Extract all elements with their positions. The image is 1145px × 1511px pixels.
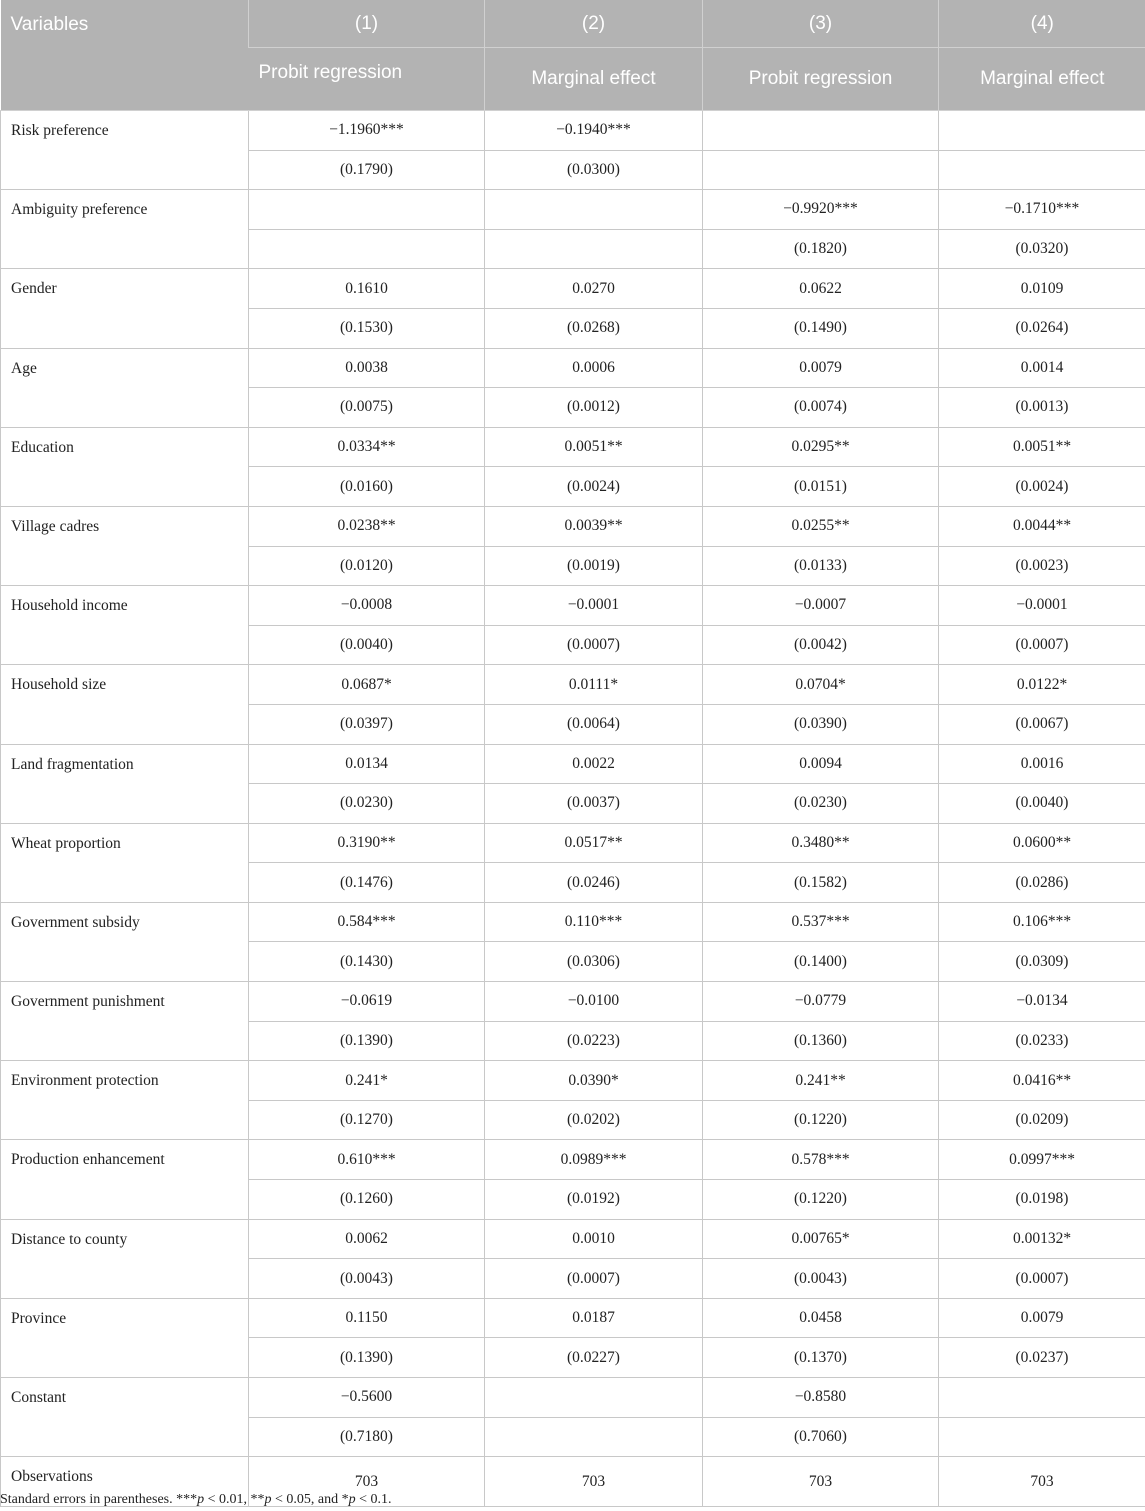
standard-error-cell: (0.0264) bbox=[939, 308, 1145, 348]
standard-error-cell: (0.0306) bbox=[485, 942, 703, 982]
variable-name: Gender bbox=[1, 269, 249, 348]
coefficient-cell: 0.0006 bbox=[485, 348, 703, 388]
variable-name: Wheat proportion bbox=[1, 823, 249, 902]
standard-error-cell: (0.7060) bbox=[703, 1417, 939, 1457]
coefficient-cell: 0.0334** bbox=[249, 427, 485, 467]
coefficient-cell: −0.0001 bbox=[485, 586, 703, 626]
coefficient-cell: 0.0016 bbox=[939, 744, 1145, 784]
standard-error-cell: (0.0019) bbox=[485, 546, 703, 586]
footnote-text: Standard errors in parentheses. *** bbox=[0, 1492, 198, 1507]
coefficient-cell: 0.241* bbox=[249, 1061, 485, 1101]
coefficient-cell: 0.0051** bbox=[939, 427, 1145, 467]
coefficient-cell: 0.0687* bbox=[249, 665, 485, 705]
standard-error-cell: (0.0120) bbox=[249, 546, 485, 586]
standard-error-cell: (0.0043) bbox=[249, 1259, 485, 1299]
coefficient-cell bbox=[703, 111, 939, 151]
coefficient-cell: −0.0100 bbox=[485, 982, 703, 1022]
column-title: Marginal effect bbox=[939, 48, 1145, 111]
coefficient-cell bbox=[485, 1378, 703, 1418]
variable-name: Constant bbox=[1, 1378, 249, 1457]
footnote-text: < 0.05, and * bbox=[271, 1492, 349, 1507]
standard-error-cell: (0.0230) bbox=[249, 784, 485, 824]
coefficient-cell: 0.0044** bbox=[939, 506, 1145, 546]
standard-error-cell bbox=[939, 150, 1145, 190]
variable-name: Household size bbox=[1, 665, 249, 744]
coefficient-cell: 0.0039** bbox=[485, 506, 703, 546]
table-header bbox=[1, 0, 1145, 111]
observations-cell: 703 bbox=[485, 1457, 703, 1507]
coefficient-cell: −0.5600 bbox=[249, 1378, 485, 1418]
coefficient-cell: −0.8580 bbox=[703, 1378, 939, 1418]
coefficient-cell: 0.584*** bbox=[249, 902, 485, 942]
standard-error-cell: (0.0074) bbox=[703, 388, 939, 428]
standard-error-cell: (0.1360) bbox=[703, 1021, 939, 1061]
coefficient-cell: 0.0989*** bbox=[485, 1140, 703, 1180]
table-row-coefficient bbox=[1, 744, 1145, 784]
coefficient-cell: 0.0079 bbox=[939, 1298, 1145, 1338]
coefficient-cell: 0.0038 bbox=[249, 348, 485, 388]
standard-error-cell: (0.0268) bbox=[485, 308, 703, 348]
coefficient-cell bbox=[485, 190, 703, 230]
column-title: Probit regression bbox=[249, 48, 485, 111]
standard-error-cell: (0.1530) bbox=[249, 308, 485, 348]
coefficient-cell: 0.0062 bbox=[249, 1219, 485, 1259]
standard-error-cell: (0.1400) bbox=[703, 942, 939, 982]
coefficient-cell: 0.3480** bbox=[703, 823, 939, 863]
coefficient-cell: 0.0134 bbox=[249, 744, 485, 784]
standard-error-cell: (0.1790) bbox=[249, 150, 485, 190]
standard-error-cell: (0.0198) bbox=[939, 1180, 1145, 1220]
standard-error-cell: (0.0007) bbox=[939, 625, 1145, 665]
coefficient-cell: 0.1150 bbox=[249, 1298, 485, 1338]
standard-error-cell: (0.1260) bbox=[249, 1180, 485, 1220]
standard-error-cell: (0.0237) bbox=[939, 1338, 1145, 1378]
standard-error-cell: (0.0233) bbox=[939, 1021, 1145, 1061]
coefficient-cell: 0.00765* bbox=[703, 1219, 939, 1259]
coefficient-cell bbox=[249, 190, 485, 230]
standard-error-cell: (0.0160) bbox=[249, 467, 485, 507]
coefficient-cell: 0.0295** bbox=[703, 427, 939, 467]
standard-error-cell: (0.0223) bbox=[485, 1021, 703, 1061]
footnote-p: p bbox=[348, 1492, 356, 1507]
coefficient-cell: 0.0416** bbox=[939, 1061, 1145, 1101]
table-row-coefficient bbox=[1, 586, 1145, 626]
standard-error-cell: (0.0192) bbox=[485, 1180, 703, 1220]
variable-name: Province bbox=[1, 1298, 249, 1377]
coefficient-cell: 0.0255** bbox=[703, 506, 939, 546]
table-footnote bbox=[0, 1492, 392, 1508]
coefficient-cell: 0.0997*** bbox=[939, 1140, 1145, 1180]
coefficient-cell: −0.1940*** bbox=[485, 111, 703, 151]
coefficient-cell: 0.0079 bbox=[703, 348, 939, 388]
coefficient-cell: 0.0600** bbox=[939, 823, 1145, 863]
header-row-numbers bbox=[1, 0, 1145, 48]
standard-error-cell: (0.1270) bbox=[249, 1100, 485, 1140]
standard-error-cell bbox=[485, 1417, 703, 1457]
table-row-coefficient bbox=[1, 269, 1145, 309]
table-row-coefficient bbox=[1, 111, 1145, 151]
coefficient-cell: 0.0704* bbox=[703, 665, 939, 705]
standard-error-cell: (0.0012) bbox=[485, 388, 703, 428]
table-row-coefficient bbox=[1, 823, 1145, 863]
coefficient-cell: 0.0238** bbox=[249, 506, 485, 546]
standard-error-cell: (0.0067) bbox=[939, 704, 1145, 744]
column-number: (3) bbox=[703, 0, 939, 48]
column-title: Probit regression bbox=[703, 48, 939, 111]
standard-error-cell: (0.0320) bbox=[939, 229, 1145, 269]
standard-error-cell: (0.0246) bbox=[485, 863, 703, 903]
standard-error-cell: (0.7180) bbox=[249, 1417, 485, 1457]
standard-error-cell: (0.0151) bbox=[703, 467, 939, 507]
footnote-text: < 0.01, ** bbox=[204, 1492, 265, 1507]
standard-error-cell: (0.0390) bbox=[703, 704, 939, 744]
standard-error-cell: (0.0309) bbox=[939, 942, 1145, 982]
coefficient-cell: 0.110*** bbox=[485, 902, 703, 942]
variable-name: Education bbox=[1, 427, 249, 506]
standard-error-cell: (0.1220) bbox=[703, 1180, 939, 1220]
standard-error-cell: (0.1820) bbox=[703, 229, 939, 269]
standard-error-cell: (0.1220) bbox=[703, 1100, 939, 1140]
standard-error-cell: (0.0007) bbox=[485, 625, 703, 665]
coefficient-cell bbox=[939, 111, 1145, 151]
standard-error-cell: (0.0024) bbox=[485, 467, 703, 507]
table-row-coefficient bbox=[1, 190, 1145, 230]
standard-error-cell: (0.0397) bbox=[249, 704, 485, 744]
table-row-coefficient bbox=[1, 1219, 1145, 1259]
coefficient-cell: −0.0779 bbox=[703, 982, 939, 1022]
standard-error-cell: (0.0024) bbox=[939, 467, 1145, 507]
variable-name: Observations bbox=[1, 1457, 249, 1507]
coefficient-cell: 0.0390* bbox=[485, 1061, 703, 1101]
coefficient-cell: 0.00132* bbox=[939, 1219, 1145, 1259]
coefficient-cell: 0.537*** bbox=[703, 902, 939, 942]
standard-error-cell: (0.1390) bbox=[249, 1338, 485, 1378]
standard-error-cell: (0.0209) bbox=[939, 1100, 1145, 1140]
variable-name: Risk preference bbox=[1, 111, 249, 190]
standard-error-cell bbox=[249, 229, 485, 269]
footnote-text: < 0.1. bbox=[355, 1492, 392, 1507]
coefficient-cell: 0.0622 bbox=[703, 269, 939, 309]
standard-error-cell: (0.0007) bbox=[939, 1259, 1145, 1299]
column-number: (1) bbox=[249, 0, 485, 48]
coefficient-cell: 0.0094 bbox=[703, 744, 939, 784]
variable-name: Age bbox=[1, 348, 249, 427]
standard-error-cell: (0.0133) bbox=[703, 546, 939, 586]
coefficient-cell: 0.0270 bbox=[485, 269, 703, 309]
standard-error-cell: (0.0042) bbox=[703, 625, 939, 665]
standard-error-cell: (0.0023) bbox=[939, 546, 1145, 586]
standard-error-cell: (0.1476) bbox=[249, 863, 485, 903]
standard-error-cell: (0.0227) bbox=[485, 1338, 703, 1378]
table-row-coefficient bbox=[1, 1378, 1145, 1418]
variable-name: Distance to county bbox=[1, 1219, 249, 1298]
standard-error-cell: (0.0230) bbox=[703, 784, 939, 824]
variable-name: Village cadres bbox=[1, 506, 249, 585]
coefficient-cell: −1.1960*** bbox=[249, 111, 485, 151]
standard-error-cell: (0.0286) bbox=[939, 863, 1145, 903]
variable-name: Government punishment bbox=[1, 982, 249, 1061]
table-row-coefficient bbox=[1, 982, 1145, 1022]
standard-error-cell: (0.0075) bbox=[249, 388, 485, 428]
coefficient-cell: 0.3190** bbox=[249, 823, 485, 863]
table-row-coefficient bbox=[1, 506, 1145, 546]
standard-error-cell: (0.0043) bbox=[703, 1259, 939, 1299]
standard-error-cell: (0.0300) bbox=[485, 150, 703, 190]
variable-name: Production enhancement bbox=[1, 1140, 249, 1219]
coefficient-cell: 0.0111* bbox=[485, 665, 703, 705]
coefficient-cell: −0.0619 bbox=[249, 982, 485, 1022]
column-number: (4) bbox=[939, 0, 1145, 48]
standard-error-cell: (0.0007) bbox=[485, 1259, 703, 1299]
footnote-p: p bbox=[264, 1492, 272, 1507]
column-number: (2) bbox=[485, 0, 703, 48]
observations-cell: 703 bbox=[249, 1457, 485, 1507]
column-title: Marginal effect bbox=[485, 48, 703, 111]
variables-header: Variables bbox=[1, 0, 249, 111]
table-row-coefficient bbox=[1, 427, 1145, 467]
coefficient-cell: −0.1710*** bbox=[939, 190, 1145, 230]
coefficient-cell: −0.0134 bbox=[939, 982, 1145, 1022]
table-row-coefficient bbox=[1, 1061, 1145, 1101]
table-row-coefficient bbox=[1, 1298, 1145, 1338]
standard-error-cell: (0.0013) bbox=[939, 388, 1145, 428]
footnote-p: p bbox=[197, 1492, 205, 1507]
standard-error-cell: (0.0040) bbox=[249, 625, 485, 665]
standard-error-cell bbox=[703, 150, 939, 190]
coefficient-cell: 0.0022 bbox=[485, 744, 703, 784]
table-row-coefficient bbox=[1, 665, 1145, 705]
variable-name: Environment protection bbox=[1, 1061, 249, 1140]
standard-error-cell: (0.1430) bbox=[249, 942, 485, 982]
standard-error-cell bbox=[939, 1417, 1145, 1457]
standard-error-cell: (0.1370) bbox=[703, 1338, 939, 1378]
coefficient-cell: 0.0010 bbox=[485, 1219, 703, 1259]
coefficient-cell: −0.0008 bbox=[249, 586, 485, 626]
variable-name: Land fragmentation bbox=[1, 744, 249, 823]
coefficient-cell: 0.0187 bbox=[485, 1298, 703, 1338]
standard-error-cell: (0.0040) bbox=[939, 784, 1145, 824]
coefficient-cell: 0.0517** bbox=[485, 823, 703, 863]
observations-cell: 703 bbox=[703, 1457, 939, 1507]
table-row-coefficient bbox=[1, 1140, 1145, 1180]
coefficient-cell: 0.578*** bbox=[703, 1140, 939, 1180]
variable-name: Household income bbox=[1, 586, 249, 665]
coefficient-cell: 0.106*** bbox=[939, 902, 1145, 942]
standard-error-cell: (0.1490) bbox=[703, 308, 939, 348]
standard-error-cell: (0.0064) bbox=[485, 704, 703, 744]
standard-error-cell bbox=[485, 229, 703, 269]
coefficient-cell: 0.0014 bbox=[939, 348, 1145, 388]
observations-cell: 703 bbox=[939, 1457, 1145, 1507]
coefficient-cell: 0.610*** bbox=[249, 1140, 485, 1180]
coefficient-cell: 0.241** bbox=[703, 1061, 939, 1101]
coefficient-cell: 0.0458 bbox=[703, 1298, 939, 1338]
coefficient-cell: −0.9920*** bbox=[703, 190, 939, 230]
coefficient-cell: 0.0051** bbox=[485, 427, 703, 467]
coefficient-cell: 0.0109 bbox=[939, 269, 1145, 309]
coefficient-cell bbox=[939, 1378, 1145, 1418]
standard-error-cell: (0.1390) bbox=[249, 1021, 485, 1061]
variable-name: Ambiguity preference bbox=[1, 190, 249, 269]
standard-error-cell: (0.1582) bbox=[703, 863, 939, 903]
standard-error-cell: (0.0202) bbox=[485, 1100, 703, 1140]
standard-error-cell: (0.0037) bbox=[485, 784, 703, 824]
coefficient-cell: 0.1610 bbox=[249, 269, 485, 309]
coefficient-cell: −0.0001 bbox=[939, 586, 1145, 626]
coefficient-cell: −0.0007 bbox=[703, 586, 939, 626]
table-row-coefficient bbox=[1, 902, 1145, 942]
variable-name: Government subsidy bbox=[1, 902, 249, 981]
coefficient-cell: 0.0122* bbox=[939, 665, 1145, 705]
table-body bbox=[1, 111, 1145, 1507]
table-row-coefficient bbox=[1, 348, 1145, 388]
